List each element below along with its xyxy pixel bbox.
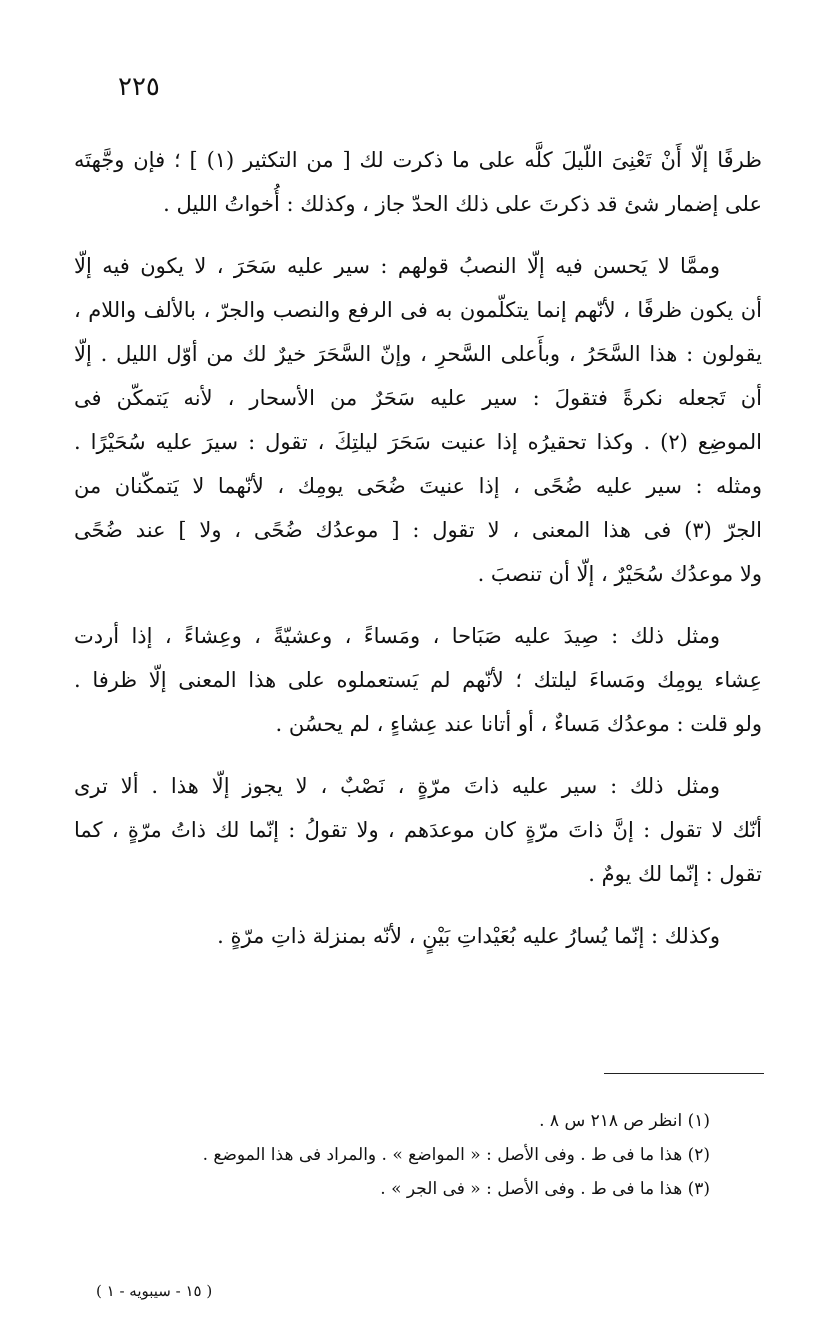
- footnote-2: (٢) هذا ما فى ط . وفى الأصل : « المواضع » . والمراد فى هذا الموضع .: [202, 1145, 710, 1165]
- paragraph-1: [74, 138, 762, 226]
- text-line: يقولون : هذا السَّحَرُ ، وبأَعلى السَّحرِ ، وإنّ السَّحَرَ خيرٌ لك من أوّل الليل . إلّا: [74, 342, 762, 366]
- text-line: تقول : إنّما لك يومٌ .: [588, 862, 762, 886]
- paragraph-2: [74, 244, 762, 596]
- text-line: ومثل ذلك : سير عليه ذاتَ مرّةٍ ، نَصْبٌ ، لا يجوز إلّا هذا . ألا ترى: [74, 774, 720, 798]
- text-line: أنّك لا تقول : إنَّ ذاتَ مرّةٍ كان موعدَهم ، ولا تقولُ : إنّما لك ذاتُ مرّةٍ ، كما: [74, 818, 762, 842]
- paragraph-3: [74, 614, 762, 746]
- footnote-divider: [604, 1073, 764, 1074]
- text-line: ومثله : سير عليه ضُحًى ، إذا عنيتَ ضُحَى يومِك ، لأنّهما لا يَتمكّنان من: [74, 474, 762, 498]
- text-line: ظرفًا إلّا أَنْ تَعْنِىَ اللّيلَ كلَّه على ما ذكرت لك [ من التكثير (١) ] ؛ فإن وجَّهتَه: [74, 148, 762, 172]
- footnote-3: (٣) هذا ما فى ط . وفى الأصل : « فى الجر » .: [380, 1179, 710, 1199]
- text-line: الجرّ (٣) فى هذا المعنى ، لا تقول : [ موعدُك ضُحًى ، ولا ] عند ضُحًى: [74, 518, 762, 542]
- text-line: وكذلك : إنّما يُسارُ عليه بُعَيْداتِ بَيْنٍ ، لأنّه بمنزلة ذاتِ مرّةٍ .: [217, 924, 720, 948]
- text-line: عِشاء يومِك ومَساءَ ليلتك ؛ لأنّهم لم يَستعملوه على هذا المعنى إلّا ظرفا .: [74, 668, 762, 692]
- page-number: ٢٢٥: [118, 72, 160, 102]
- text-line: على إضمار شئ قد ذكرتَ على ذلك الحدّ جاز ، وكذلك : أُخواتُ الليل .: [163, 192, 762, 216]
- printer-signature: ( ١٥ - سيبويه - ١ ): [96, 1282, 213, 1300]
- paragraph-5: [74, 914, 762, 958]
- text-line: أن يكون ظرفًا ، لأنّهم إنما يتكلّمون به فى الرفع والنصب والجرّ ، بالألف واللام ،: [74, 298, 762, 322]
- text-line: ومثل ذلك : صِيدَ عليه صَبَاحا ، ومَساءً ، وعشيّةً ، وعِشاءً ، إذا أردت: [74, 624, 720, 648]
- main-text: [74, 138, 762, 958]
- paragraph-4: [74, 764, 762, 896]
- text-line: الموضِع (٢) . وكذا تحقيرُه إذا عنيت سَحَرَ ليلتِكَ ، تقول : سيرَ عليه سُحَيْرًا .: [74, 430, 762, 454]
- text-line: ولو قلت : موعدُك مَساءٌ ، أو أتانا عند عِشاءٍ ، لم يحسُن .: [275, 712, 762, 736]
- text-line: ولا موعدُك سُحَيْرٌ ، إلّا أن تنصبَ .: [477, 562, 762, 586]
- footnote-1: (١) انظر ص ٢١٨ س ٨ .: [539, 1111, 710, 1131]
- text-line: أن تَجعله نكرةً فتقولَ : سير عليه سَحَرٌ من الأسحار ، لأنه يَتمكّن فى: [74, 386, 762, 410]
- footnotes: [203, 1104, 710, 1206]
- text-line: وممَّا لا يَحسن فيه إلّا النصبُ قولهم : سير عليه سَحَرَ ، لا يكون فيه إلّا: [74, 254, 720, 278]
